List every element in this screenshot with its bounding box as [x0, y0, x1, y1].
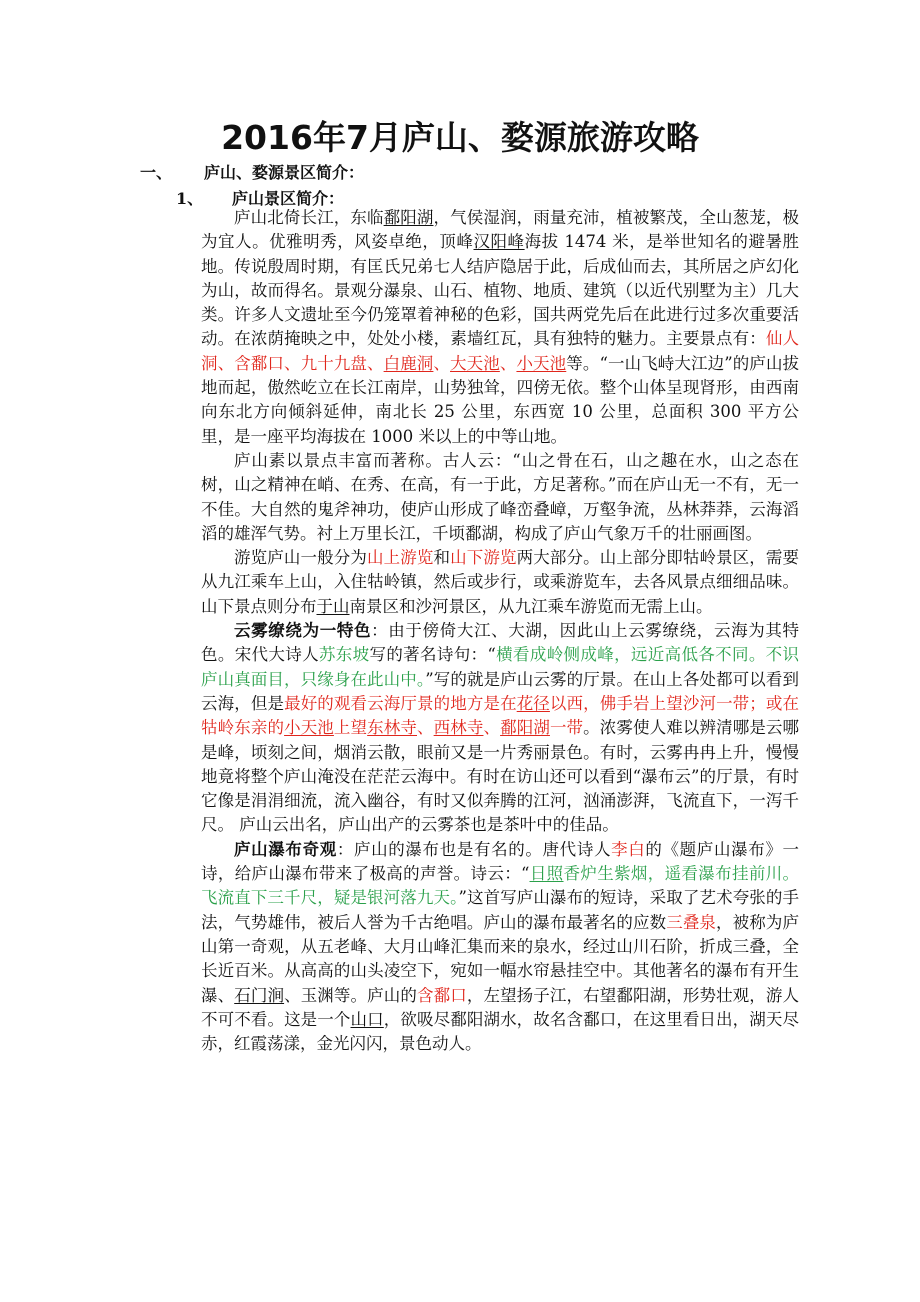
text-run: 、 — [433, 353, 451, 373]
link-xiao-tianchi[interactable]: 小天池 — [284, 718, 334, 738]
highlight-best-view: 以西，佛手岩上望沙河一带；或在牯岭东亲的 — [201, 693, 800, 738]
paragraph-lushan-scenery: 庐山素以景点丰富而著称。古人云：“山之骨在石，山之趣在水，山之态在树，山之精神在峭、在秀、在高，有一于此，方足著称。”而在庐山无一不有，无一不佳。大自然的鬼斧神功，使庐山形成了峰峦叠嶂，万壑争流，丛林莽莽，云海滔滔的雄浑气势。衬上万里长江，千顷鄱湖，构成了庐山气象万千的壮丽画图。 — [201, 450, 799, 543]
link-donglin-temple[interactable]: 东林寺 — [367, 718, 417, 738]
link-shankou[interactable]: 山口 — [350, 1009, 384, 1029]
link-xiao-tianchi[interactable]: 小天池 — [516, 353, 567, 373]
text-run: 一带 — [549, 718, 584, 738]
subsection-label: 庐山景区简介： — [232, 189, 345, 208]
text-run: ，左望扬子江，右望鄱阳湖，形势壮观，游人不可不看。这是一个 — [201, 985, 800, 1029]
text-run: 、 — [483, 718, 501, 738]
text-run: ，欲吸尽鄱阳湖水，故名含鄱口，在这里看日出，湖天尽赤，红霞荡漾，金光闪闪，景色动人。 — [201, 1009, 800, 1054]
text-run: ，被称为庐山第一奇观，从五老峰、大月山峰汇集而来的泉水，经过山川石阶，折成三叠，全长近百米。从高高的山头凌空下，宛如一幅水帘悬挂空中。其他著名的瀑布有开生瀑、 — [201, 912, 800, 1005]
link-hanyang-peak[interactable]: 汉阳峰 — [473, 232, 525, 252]
link-xilin-temple[interactable]: 西林寺 — [433, 718, 484, 738]
highlight-su-dongpo: 苏东坡 — [318, 645, 370, 665]
highlight-best-view: 最好的观看云海厅景的地方是在 — [284, 693, 517, 713]
paragraph-clouds — [201, 619, 799, 838]
text-run: 、玉渊等。庐山的 — [284, 985, 417, 1005]
link-rizhao[interactable]: 日照 — [529, 864, 564, 884]
text-run: 等。“一山飞峙大江边”的庐山拔地而起，傲然屹立在长江南岸，山势独耸，四傍无依。整个山体呈现肾形，由西南向东北方向倾斜延伸，南北长 25 公里，东西宽 10 公里，总面积 300 平方公里，是一座平均海拔在 1000 米以上的中等山地。 — [201, 353, 800, 446]
text-run: 庐山北倚长江，东临 — [234, 208, 384, 227]
paragraph-touring — [201, 546, 799, 619]
highlight-scenic-spots: 仙人洞、含鄱口、九十九盘、 — [201, 329, 800, 373]
paragraph-lushan-intro — [201, 206, 799, 449]
text-run: 两大部分。山上部分即牯岭景区，需要从九江乘车上山，入住牯岭镇，然后或步行，或乘游览车，去各风景点细细品味。山下景点则分布 — [201, 548, 800, 616]
link-poyang-lake[interactable]: 鄱阳湖 — [383, 208, 434, 227]
paragraph-waterfalls — [201, 838, 799, 1057]
text-run: 游览庐山一般分为 — [234, 548, 367, 568]
page-title: 2016年7月庐山、婺源旅游攻略 — [221, 118, 699, 157]
link-da-tianchi[interactable]: 大天池 — [450, 353, 500, 373]
link-huajing[interactable]: 花径 — [516, 693, 550, 713]
bold-lead-waterfalls: 庐山瀑布奇观 — [234, 839, 337, 859]
highlight-li-bai: 李白 — [611, 839, 646, 859]
text-run: 的《题庐山瀑布》一诗，给庐山瀑布带来了极高的声誉。诗云：“ — [201, 839, 799, 884]
text-run: ”写的就是庐山云雾的厅景。在山上各处都可以看到云海，但是 — [201, 669, 799, 713]
highlight-hanpokou: 含鄱口 — [417, 985, 467, 1005]
link-poyang-lake[interactable]: 鄱阳湖 — [500, 718, 550, 738]
text-run: 海拔 1474 米，是举世知名的避暑胜地。传说殷周时期，有匡氏兄弟七人结庐隐居于此，后成仙而去，其所居之庐幻化为山，故而得名。景观分瀑泉、山石、植物、地质、建筑（以近代别墅为主）几大类。许多人文遗址至今仍笼罩着神秘的色彩，国共两党先后在此进行过多次重要活动。在浓荫掩映之中，处处小楼，素墙红瓦，具有独特的魅力。主要景点有： — [201, 232, 800, 349]
section-number: 一、 — [140, 163, 173, 182]
poem-li-bai: 香炉生紫烟，遥看瀑布挂前川。飞流直下三千尺，疑是银河落九天。 — [201, 864, 800, 908]
section-heading-1 — [140, 160, 364, 183]
body-text — [201, 206, 799, 1056]
highlight-mountain-tour: 山上游览 — [366, 548, 434, 568]
text-run: 。浓雾使人难以辨清哪是云哪是峰，顷刻之间，烟消云散，眼前又是一片秀丽景色。有时，云雾冉冉上升，慢慢地竟将整个庐山淹没在茫茫云海中。有时在访山还可以看到“瀑布云”的厅景，有时它像是涓涓细流，流入幽谷，有时又似奔腾的江河，汹涌澎湃，飞流直下，一泻千尺。 庐山云出名，庐山出产的云雾茶也是茶叶中的佳品。 — [201, 718, 800, 835]
highlight-sandie-spring: 三叠泉 — [666, 912, 717, 932]
link-bailu-cave[interactable]: 白鹿洞 — [383, 353, 434, 373]
text-run: ：由于傍倚大江、大湖，因此山上云雾缭绕，云海为其特色。宋代大诗人 — [201, 621, 799, 665]
text-run: 和 — [433, 548, 451, 568]
bold-lead-clouds: 云雾缭绕为一特色 — [234, 621, 372, 641]
poem-su-dongpo: 横看成岭侧成峰，远近高低各不同。不识庐山真面目，只缘身在此山中。 — [201, 645, 800, 689]
text-run: ”这首写庐山瀑布的短诗，采取了艺术夸张的手法，气势雄伟，被后人誉为千古绝唱。庐山的瀑布最著名的应数 — [201, 888, 800, 932]
text-run: ：庐山的瀑布也是有名的。唐代诗人 — [336, 839, 612, 859]
link-yushan[interactable]: 于山 — [316, 596, 350, 616]
section-label: 庐山、婺源景区简介： — [204, 163, 365, 182]
text-run: 上望 — [333, 718, 368, 738]
text-run: 、 — [417, 718, 434, 738]
text-run: 南景区和沙河景区，从九江乘车游览而无需上山。 — [349, 596, 713, 616]
text-run: 、 — [499, 353, 517, 373]
highlight-foothill-tour: 山下游览 — [450, 548, 517, 568]
subsection-number: 1、 — [176, 189, 204, 208]
link-shimen-stream[interactable]: 石门涧 — [234, 985, 285, 1005]
text-run: ，气侯湿润，雨量充沛，植被繁茂，全山葱茏，极为宜人。优雅明秀，风姿卓绝，顶峰 — [201, 208, 800, 252]
text-run: 写的著名诗句：“ — [369, 645, 496, 665]
